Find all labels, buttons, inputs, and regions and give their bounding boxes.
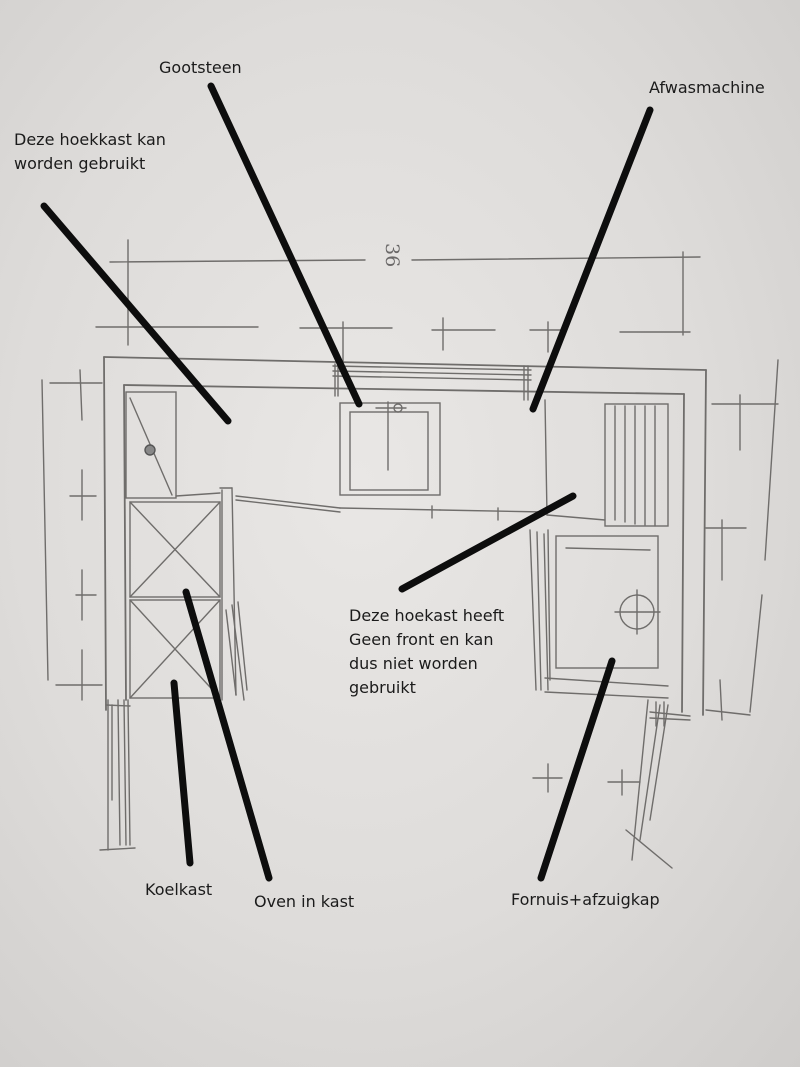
leader-afwasmachine xyxy=(533,110,650,409)
label-gootsteen: Gootsteen xyxy=(159,58,242,77)
left-side-lines xyxy=(42,370,135,850)
label-hoekkast-geen-front-line1: Deze hoekast heeft xyxy=(349,606,505,625)
label-hoekkast-geen-front-line4: gebruikt xyxy=(349,678,416,697)
label-hoekkast-geen-front-line2: Geen front en kan xyxy=(349,630,494,649)
label-koelkast: Koelkast xyxy=(145,880,213,899)
counter-front-top xyxy=(236,400,547,520)
leader-oven xyxy=(186,592,269,878)
label-oven: Oven in kast xyxy=(254,892,355,911)
marker-leader-lines xyxy=(44,86,650,878)
dimension-label: 36 xyxy=(381,243,403,268)
label-afwasmachine: Afwasmachine xyxy=(649,78,765,97)
label-fornuis: Fornuis+afzuigkap xyxy=(511,890,660,909)
sink xyxy=(340,402,440,495)
label-hoekkast-bruikbaar-line1: Deze hoekkast kan xyxy=(14,130,166,149)
leader-koelkast xyxy=(174,683,190,863)
leader-gootsteen xyxy=(211,86,359,404)
leader-hoekkast-bruikbaar xyxy=(44,206,228,421)
counter-right xyxy=(530,404,668,698)
label-hoekkast-geen-front-line3: dus niet worden xyxy=(349,654,478,673)
label-hoekkast-bruikbaar-line2: worden gebruikt xyxy=(14,154,146,173)
window-top xyxy=(333,364,531,400)
